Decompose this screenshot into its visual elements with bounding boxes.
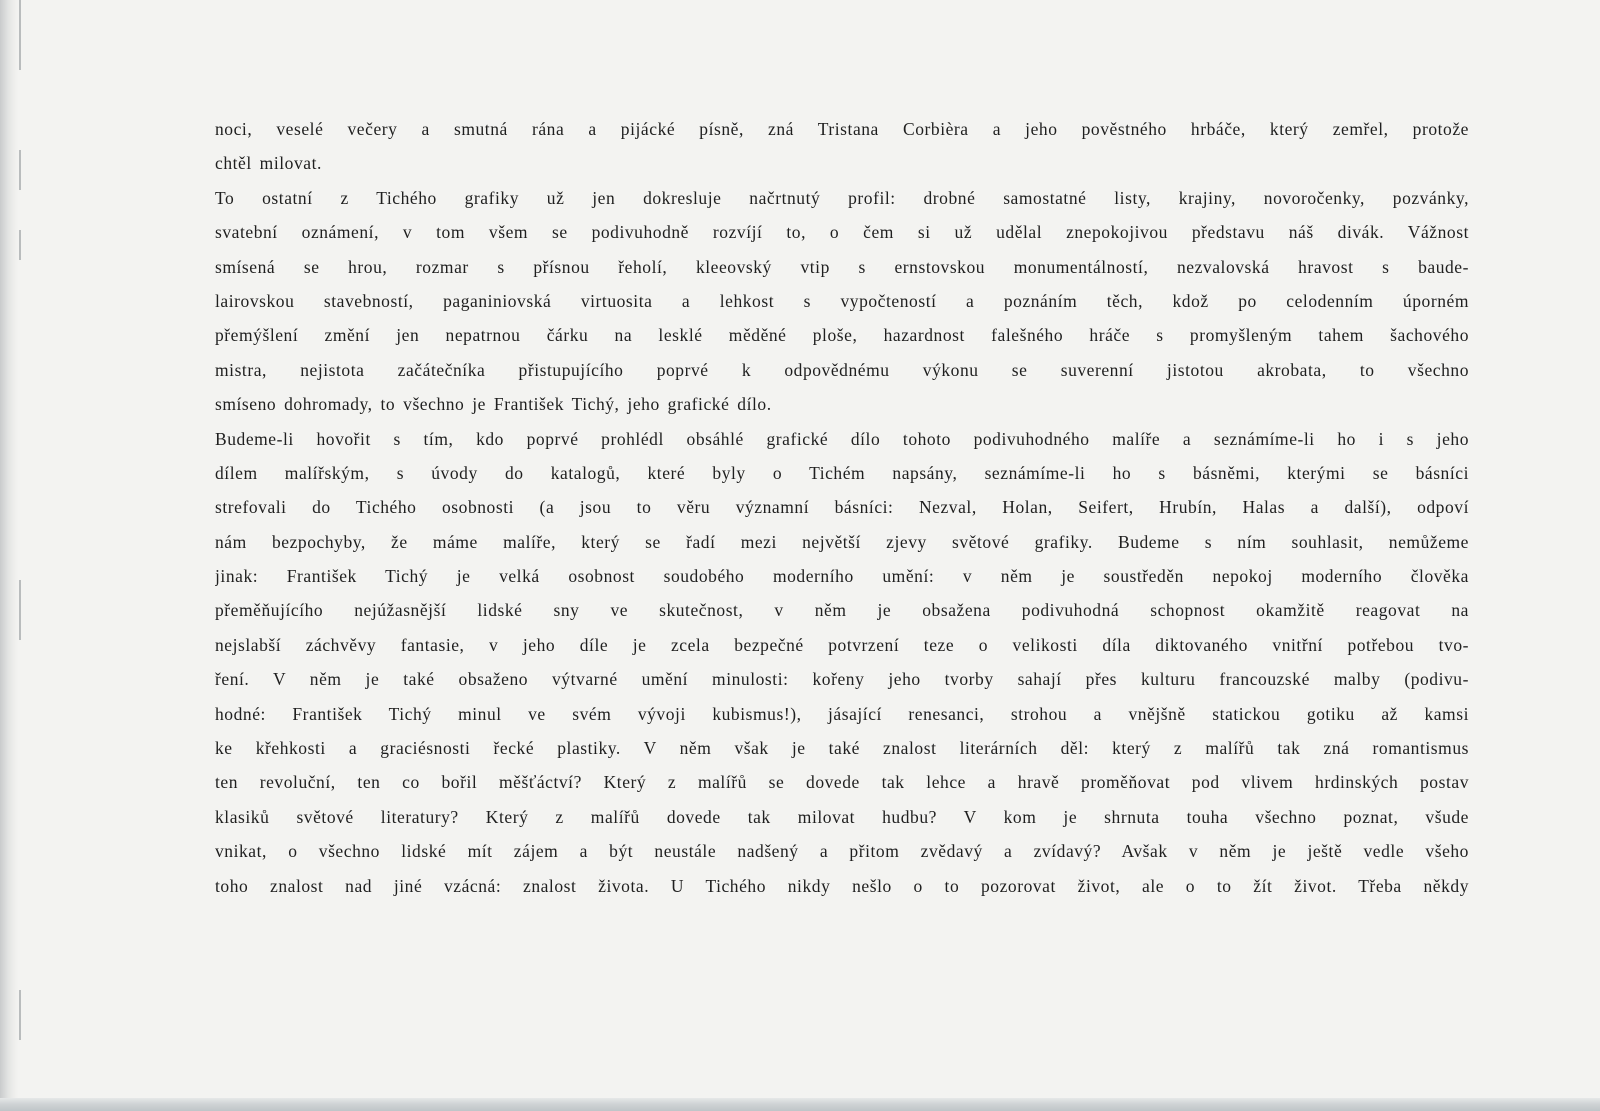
text-line: lairovskou stavebností, paganiniovská virtuosita a lehkost s vypočteností a poznáním těch, kdož po celodenním úporném	[215, 290, 1469, 311]
text-line: smíseno dohromady, to všechno je František Tichý, jeho grafické dílo.	[215, 394, 772, 415]
text-line: Budeme-li hovořit s tím, kdo poprvé prohlédl obsáhlé grafické dílo tohoto podivuhodného malíře a seznámíme-li ho i s jeho	[215, 428, 1469, 449]
text-line: nám bezpochyby, že máme malíře, který se řadí mezi největší zjevy světové grafiky. Budeme s ním souhlasit, nemůžeme	[215, 531, 1469, 552]
text-line: vnikat, o všechno lidské mít zájem a být neustále nadšený a přitom zvědavý a zvídavý? Avšak v něm je ještě vedle všeho	[215, 841, 1469, 862]
book-spine-shadow	[0, 0, 18, 1111]
binding-mark	[19, 0, 21, 70]
binding-mark	[19, 150, 21, 190]
text-line: ření. V něm je také obsaženo výtvarné umění minulosti: kořeny jeho tvorby sahají přes kulturu francouzské malby (podivu-	[215, 669, 1469, 690]
text-line: chtěl milovat.	[215, 153, 322, 174]
text-line: svatební oznámení, v tom všem se podivuhodně rozvíjí to, o čem si už udělal znepokojivou představu náš divák. Vážnost	[215, 222, 1469, 243]
text-line: hodné: František Tichý minul ve svém vývoji kubismus!), jásající renesanci, strohou a vnějšně statickou gotiku až kamsi	[215, 703, 1469, 724]
text-line: To ostatní z Tichého grafiky už jen dokresluje načrtnutý profil: drobné samostatné listy, krajiny, novoročenky, pozvánky,	[215, 187, 1469, 208]
binding-mark	[19, 990, 21, 1040]
text-line: klasiků světové literatury? Který z malířů dovede tak milovat hudbu? V kom je shrnuta touha všechno poznat, všude	[215, 806, 1469, 827]
text-line: toho znalost nad jiné vzácná: znalost života. U Tichého nikdy nešlo o to pozorovat život, ale o to žít život. Třeba někdy	[215, 875, 1469, 896]
binding-mark	[19, 580, 21, 640]
text-line: smísená se hrou, rozmar s přísnou řeholí, kleeovský vtip s ernstovskou monumentálností, nezvalovská hravost s baude-	[215, 256, 1469, 277]
binding-mark	[19, 230, 21, 260]
text-line: noci, veselé večery a smutná rána a pijácké písně, zná Tristana Corbièra a jeho pověstného hrbáče, který zemřel, protože	[215, 119, 1469, 139]
text-line: ke křehkosti a graciésnosti řecké plastiky. V něm však je také znalost literárních děl: který z malířů tak zná romantismus	[215, 738, 1469, 759]
text-line: přeměňujícího nejúžasnější lidské sny ve skutečnost, v něm je obsažena podivuhodná schopnost okamžitě reagovat na	[215, 600, 1469, 621]
text-line: přemýšlení změní jen nepatrnou čárku na lesklé měděné ploše, hazardnost falešného hráče s promyšleným tahem šachového	[215, 325, 1469, 346]
text-line: nejslabší záchvěvy fantasie, v jeho díle je zcela bezpečné potvrzení teze o velikosti díla diktovaného vnitřní potřebou tvo-	[215, 634, 1469, 655]
text-line: jinak: František Tichý je velká osobnost soudobého moderního umění: v něm je soustředěn nepokoj moderního člověka	[215, 566, 1469, 587]
body-text	[215, 112, 1469, 903]
text-line: strefovali do Tichého osobnosti (a jsou to věru významní básníci: Nezval, Holan, Seifert, Hrubín, Halas a další), odpoví	[215, 497, 1469, 518]
text-line: ten revoluční, ten co bořil měšťáctví? Který z malířů se dovede tak lehce a hravě proměňovat pod vlivem hrdinských postav	[215, 772, 1469, 793]
scan-bottom-edge	[0, 1098, 1600, 1111]
text-line: mistra, nejistota začátečníka přistupujícího poprvé k odpovědnému výkonu se suverenní jistotou akrobata, to všechno	[215, 359, 1469, 380]
text-line: dílem malířským, s úvody do katalogů, které byly o Tichém napsány, seznámíme-li ho s básněmi, kterými se básníci	[215, 462, 1469, 483]
